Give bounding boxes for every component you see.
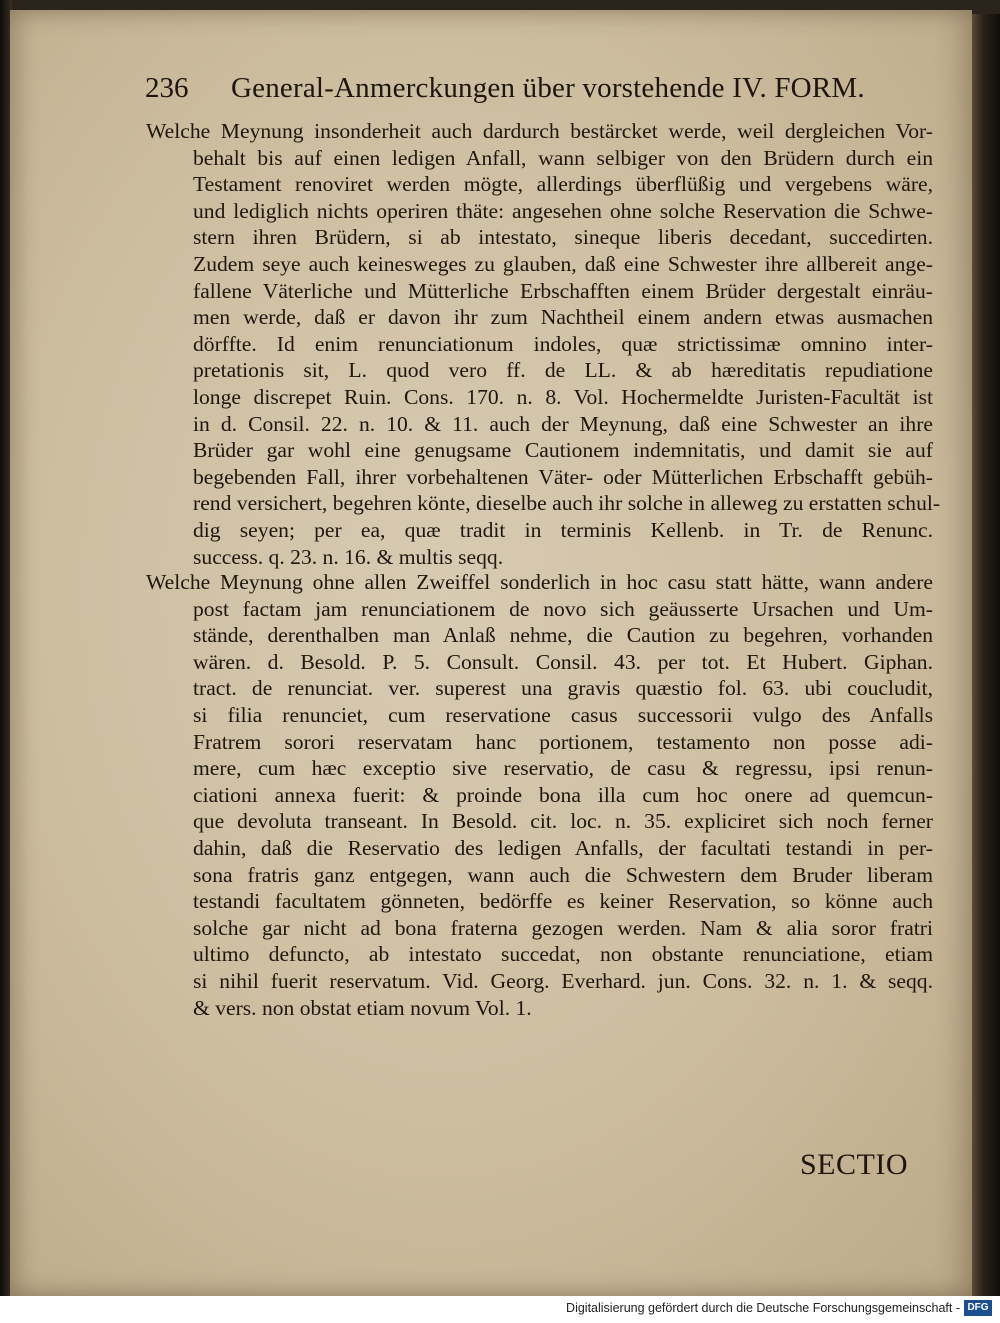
running-title: General-Anmerckungen über vorstehende IV. FORM. [231, 72, 865, 104]
paragraph-1 [146, 118, 941, 570]
text-line: ciationi annexa fuerit: & proinde bona illa cum hoc onere ad quemcun- [193, 782, 933, 807]
text-line: sona fratris ganz entgegen, wann auch die Schwestern dem Bruder liberam [193, 862, 933, 887]
dfg-logo-icon: DFG [964, 1300, 992, 1316]
text-line: dahin, daß die Reservatio des ledigen Anfalls, der facultati testandi in per- [193, 835, 933, 860]
text-line: begebenden Fall, ihrer vorbehaltenen Väter- oder Mütterlichen Erbschafft gebüh- [193, 464, 933, 489]
running-head [145, 72, 945, 112]
text-line: solche gar nicht ad bona fraterna gezogen werden. Nam & alia soror fratri [193, 915, 933, 940]
text-line: fallene Väterliche und Mütterliche Erbschafften einem Brüder dergestalt einräu- [193, 278, 933, 303]
text-line: post factam jam renunciationem de novo sich geäusserte Ursachen und Um- [193, 596, 933, 621]
text-line: pretationis sit, L. quod vero ff. de LL. & ab hæreditatis repudiatione [193, 358, 933, 383]
text-line: Welche Meynung insonderheit auch dardurch bestärcket werde, weil dergleichen Vor- [146, 119, 933, 143]
text-line: in d. Consil. 22. n. 10. & 11. auch der Meynung, daß eine Schwester an ihre [193, 411, 933, 436]
text-line: Zudem seye auch keinesweges zu glauben, daß eine Schwester ihre allbereit ange- [193, 251, 933, 276]
text-line: und lediglich nichts operiren thäte: angesehen ohne solche Reservation die Schwe- [193, 198, 933, 223]
footer-credit: Digitalisierung gefördert durch die Deutsche Forschungsgemeinschaft - [566, 1301, 960, 1315]
text-line: dig seyen; per ea, quæ tradit in terminis Kellenb. in Tr. de Renunc. [193, 517, 933, 542]
text-line: tract. de renunciat. ver. superest una gravis quæstio fol. 63. ubi coucludit, [193, 676, 933, 701]
paragraph-2 [146, 569, 933, 1021]
book-gutter [972, 14, 1000, 1296]
text-line: men werde, daß er davon ihr zum Nachtheil einem andern etwas ausmachen [193, 305, 933, 330]
catchword: SECTIO [800, 1148, 908, 1181]
text-line: si nihil fuerit reservatum. Vid. Georg. Everhard. jun. Cons. 32. n. 1. & seqq. [193, 968, 933, 993]
text-line: Welche Meynung ohne allen Zweiffel sonderlich in hoc casu statt hätte, wann andere [146, 570, 933, 594]
text-line: Fratrem sorori reservatam hanc portionem, testamento non posse adi- [193, 729, 933, 754]
text-line: Brüder gar wohl eine genugsame Cautionem indemnitatis, und damit sie auf [193, 438, 933, 463]
text-line: stände, derenthalben man Anlaß nehme, die Caution zu begehren, vorhanden [193, 623, 933, 648]
text-line: si filia renunciet, cum reservatione casus successorii vulgo des Anfalls [193, 702, 933, 727]
text-line: rend versichert, begehren könte, dieselbe auch ihr solche in alleweg zu erstatten schul- [193, 491, 941, 516]
text-line: stern ihren Brüdern, si ab intestato, sineque liberis decedant, succedirten. [193, 225, 933, 250]
text-line: ultimo defuncto, ab intestato succedat, non obstante renunciatione, etiam [193, 942, 933, 967]
text-line: mere, cum hæc exceptio sive reservatio, de casu & regressu, ipsi renun- [193, 756, 933, 781]
text-line: dörffte. Id enim renunciationum indoles, quæ strictissimæ omnino inter- [193, 331, 933, 356]
text-line: behalt bis auf einen ledigen Anfall, wann selbiger von den Brüdern durch ein [193, 145, 933, 170]
page-number: 236 [145, 72, 189, 104]
text-line: & vers. non obstat etiam novum Vol. 1. [193, 995, 532, 1020]
text-line: wären. d. Besold. P. 5. Consult. Consil. 43. per tot. Et Hubert. Giphan. [193, 649, 933, 674]
footer-bar [0, 1296, 1000, 1323]
text-line: success. q. 23. n. 16. & multis seqq. [193, 544, 504, 569]
text-line: longe discrepet Ruin. Cons. 170. n. 8. Vol. Hochermeldte Juristen-Facultät ist [193, 384, 933, 409]
text-line: que devoluta transeant. In Besold. cit. loc. n. 35. expliciret sich noch ferner [193, 809, 933, 834]
text-line: testandi facultatem gönneten, bedörffe es keiner Reservation, so könne auch [193, 889, 933, 914]
text-line: Testament renoviret werden mögte, allerdings überflüßig und vergebens wäre, [193, 172, 933, 197]
